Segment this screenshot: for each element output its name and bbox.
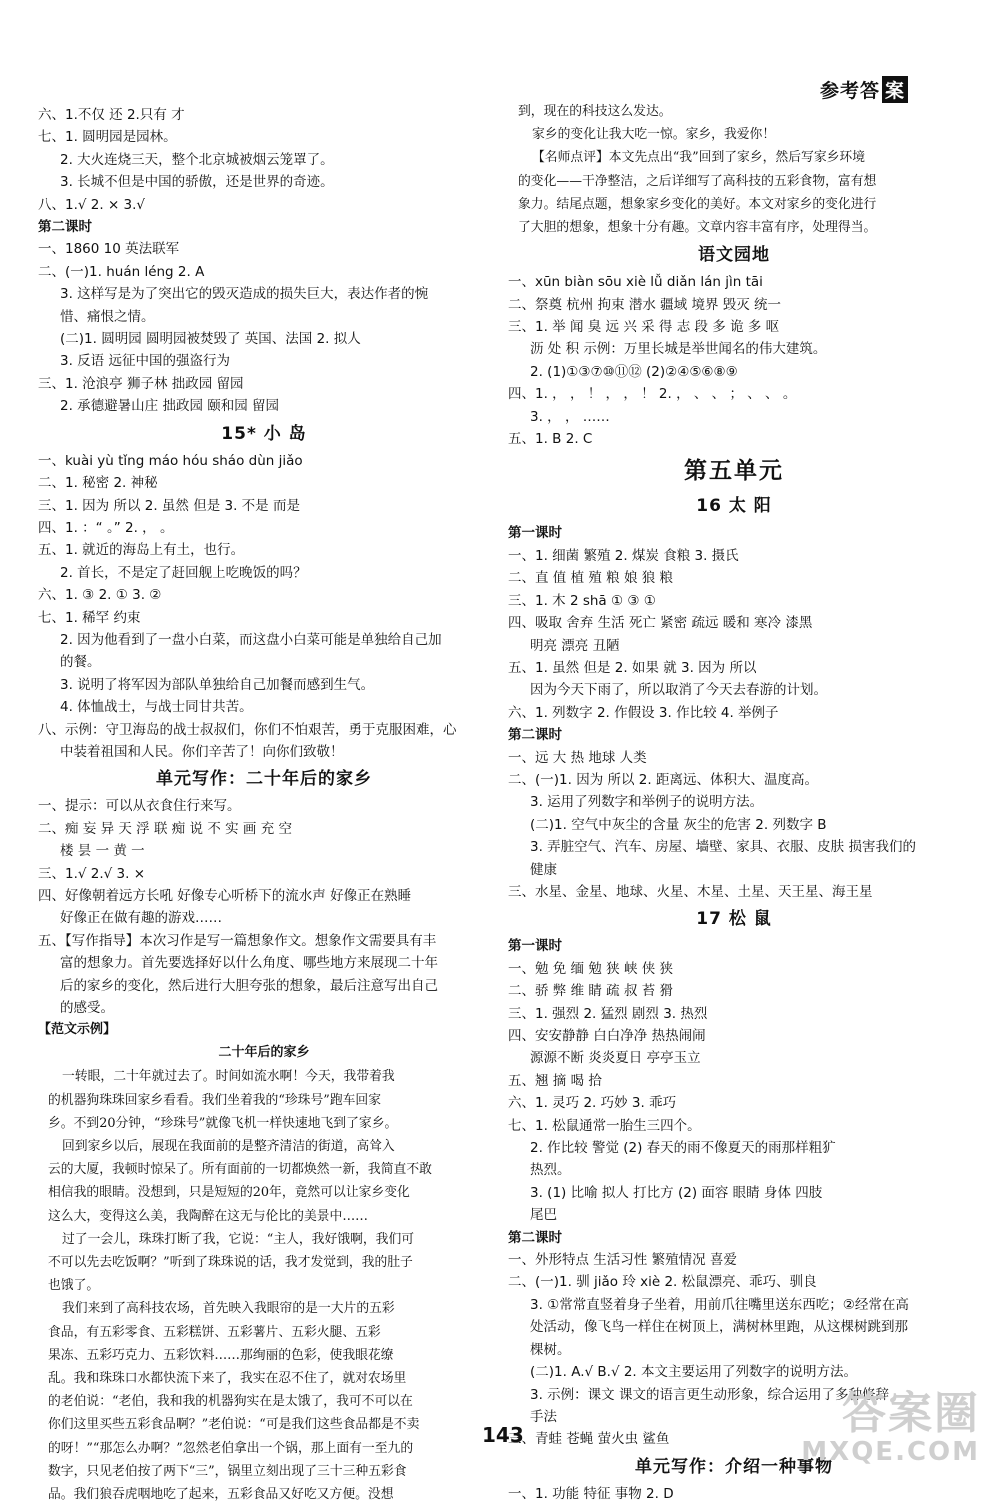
answer-line: 中装着祖国和人民。你们辛苦了！向你们致敬！ xyxy=(60,743,344,760)
essay-line: 了大胆的想象，想象十分有趣。文章内容丰富有序，处理得当。 xyxy=(518,220,877,236)
lesson-label: 第二课时 xyxy=(508,1229,562,1246)
answer-line: 六、1. ③ 2. ① 3. ② xyxy=(38,587,162,604)
essay-line: 也饿了。 xyxy=(48,1278,100,1294)
essay-title: 二十年后的家乡 xyxy=(218,1045,310,1061)
answer-line: 七、1. 松鼠通常一胎生三四个。 xyxy=(508,1117,701,1134)
answer-line: 二、痴 妄 异 天 浮 联 痴 说 不 实 画 充 空 xyxy=(38,820,292,837)
answer-line: 3. 长城不但是中国的骄傲，还是世界的奇迹。 xyxy=(60,174,334,191)
answer-line: 后的家乡的变化，然后进行大胆夸张的想象，最后注意写出自己 xyxy=(60,977,438,994)
answer-line: 一、提示：可以从衣食住行来写。 xyxy=(38,798,241,815)
answer-line: 六、1. 列数字 2. 作假设 3. 作比较 4. 举例子 xyxy=(508,704,779,721)
watermark-url: MXQE.COM xyxy=(801,1437,980,1467)
essay-line: 乡。不到20分钟，“珍珠号”就像飞机一样快速地飞到了家乡。 xyxy=(48,1115,398,1131)
answer-line: 2. 大火连烧三天，整个北京城被烟云笼罩了。 xyxy=(60,151,334,168)
answer-line: 的感受。 xyxy=(60,1000,114,1017)
answer-line: 2. 作比较 警觉 (2) 春天的雨不像夏天的雨那样粗犷 xyxy=(530,1140,836,1157)
section-heading: 语文园地 xyxy=(698,245,770,266)
answer-line: 五、【写作指导】本次习作是写一篇想象作文。想象作文需要具有丰 xyxy=(38,932,437,949)
section-heading: 15* 小 岛 xyxy=(221,423,307,444)
answer-line: 二、(一)1. 因为 所以 2. 距离远、体积大、温度高。 xyxy=(508,771,818,788)
answer-line: 一、勉 免 缅 勉 狭 峡 侠 狭 xyxy=(508,960,674,977)
answer-line: 二、祭奠 杭州 拘束 潜水 疆域 境界 毁灭 统一 xyxy=(508,296,782,313)
answer-line: 二、1. 秘密 2. 神秘 xyxy=(38,475,158,492)
answer-line: 二、骄 弊 维 睛 疏 叔 苔 猾 xyxy=(508,983,674,1000)
answer-line: 二、直 值 植 殖 粮 娘 狼 粮 xyxy=(508,570,674,587)
essay-line: 回到家乡以后，展现在我面前的是整齐清洁的街道，高耸入 xyxy=(62,1139,395,1155)
essay-line: 的呀！”“那怎么办啊？”忽然老伯拿出一个锅，那上面有一至九的 xyxy=(48,1440,414,1456)
answer-line: 三、1. 木 2 shā ① ③ ① xyxy=(508,592,656,609)
answer-line: 2. 首长，不是定了赶回舰上吃晚饭的吗？ xyxy=(60,564,307,581)
answer-line: 3. 反语 远征中国的强盗行为 xyxy=(60,353,230,370)
answer-line: 三、青蛙 苍蝇 萤火虫 鲨鱼 xyxy=(508,1431,670,1448)
essay-line: 这么大，变得这么美，我陶醉在这无与伦比的美景中…… xyxy=(48,1208,368,1224)
essay-line: 的老伯说：“老伯，我和我的机器狗实在是太饿了，我可不可以在 xyxy=(48,1394,413,1410)
header-title: 参考答 xyxy=(819,80,880,102)
answer-line: 源源不断 炎炎夏日 亭亭玉立 xyxy=(530,1050,701,1067)
answer-line: 一、kuài yù tǐng máo hóu sháo dùn jiǎo xyxy=(38,452,303,469)
answer-line: 四、1. ， ， ！ ， ， ！ 2. ， 、 、 ； 、 、 。 xyxy=(508,386,797,403)
answer-line: 五、1. B 2. C xyxy=(508,431,593,448)
left-column xyxy=(38,104,490,1506)
essay-line: 相信我的眼睛。没想到，只是短短的20年，竟然可以让家乡变化 xyxy=(48,1185,410,1201)
answer-line: 2. (1)①③⑦⑩⑪⑫ (2)②④⑤⑥⑧⑨ xyxy=(530,363,738,380)
unit-heading: 第五单元 xyxy=(684,458,784,485)
essay-line: 我们来到了高科技农场，首先映入我眼帘的是一大片的五彩 xyxy=(62,1301,395,1317)
watermark xyxy=(801,1390,980,1466)
answer-line: 七、1. 圆明园是园林。 xyxy=(38,129,177,146)
answer-line: 二、(一)1. 驯 jiǎo 玲 xiè 2. 松鼠漂亮、乖巧、驯良 xyxy=(508,1274,817,1291)
answer-line: 手法 xyxy=(530,1408,557,1425)
essay-line: 象力。结尾点题，想象家乡变化的美好。本文对家乡的变化进行 xyxy=(518,196,877,212)
answer-line: 3. 这样写是为了突出它的毁灭造成的损失巨大，表达作者的惋 xyxy=(60,286,429,303)
answer-line: 一、1860 10 英法联军 xyxy=(38,241,180,258)
answer-line: 一、1. 细菌 繁殖 2. 煤炭 食粮 3. 摄氏 xyxy=(508,547,739,564)
essay-line: 家乡的变化让我大吃一惊。家乡，我爱你！ xyxy=(532,127,776,143)
answer-line: 棵树。 xyxy=(530,1341,571,1358)
section-heading: 单元写作：介绍一种事物 xyxy=(635,1456,833,1477)
essay-line: 乱。我和珠珠口水都快流下来了，我实在忍不住了，就对农场里 xyxy=(48,1371,407,1387)
right-column xyxy=(508,100,960,1505)
answer-line: 二、(一)1. huán léng 2. A xyxy=(38,263,205,280)
answer-line: 三、1. 沧浪亭 狮子林 拙政园 留园 xyxy=(38,375,244,392)
answer-line: 三、1. 因为 所以 2. 虽然 但是 3. 不是 而是 xyxy=(38,497,300,514)
answer-line: 四、吸取 舍弃 生活 死亡 紧密 疏远 暖和 寒冷 漆黑 xyxy=(508,615,813,632)
answer-line: 3. ①常常直竖着身子坐着，用前爪往嘴里送东西吃；②经常在高 xyxy=(530,1296,909,1313)
answer-line: 五、1. 就近的海岛上有土，也行。 xyxy=(38,542,245,559)
answer-line: 富的想象力。首先要选择好以什么角度、哪些地方来展现二十年 xyxy=(60,955,438,972)
essay-line: 品。我们狼吞虎咽地吃了起来，五彩食品又好吃又方便。没想 xyxy=(48,1487,394,1503)
answer-line: 一、远 大 热 地球 人类 xyxy=(508,749,647,766)
lesson-label: 第二课时 xyxy=(508,727,562,744)
answer-line: 3. (1) 比喻 拟人 打比方 (2) 面容 眼睛 身体 四肢 xyxy=(530,1184,823,1201)
answer-line: 三、水星、金星、地球、火星、木星、土星、天王星、海王星 xyxy=(508,883,873,900)
answer-line: 一、1. 功能 特征 事物 2. D xyxy=(508,1485,674,1502)
essay-line: 果冻、五彩巧克力、五彩饮料……那绚丽的色彩，使我眼花缭 xyxy=(48,1347,394,1363)
answer-line: 的餐。 xyxy=(60,654,101,671)
answer-line: 3. 说明了将军因为部队单独给自己加餐而感到生气。 xyxy=(60,676,375,693)
essay-line: 【名师点评】本文先点出“我”回到了家乡，然后写家乡环境 xyxy=(532,150,866,166)
answer-line: 四、安安静静 白白净净 热热闹闹 xyxy=(508,1028,706,1044)
header-title-box: 案 xyxy=(882,76,908,103)
answer-line: 2. 承德避暑山庄 拙政园 颐和园 留园 xyxy=(60,398,280,415)
answer-line: 四、好像朝着远方长吼 好像专心听桥下的流水声 好像正在熟睡 xyxy=(38,888,412,904)
answer-line: 3. ， ， …… xyxy=(530,408,610,425)
watermark-logo: 答案圈 xyxy=(842,1388,980,1439)
answer-line: 4. 体恤战士，与战士同甘共苦。 xyxy=(60,699,253,716)
answer-line: 尾巴 xyxy=(530,1207,557,1224)
section-heading: 单元写作：二十年后的家乡 xyxy=(156,769,372,790)
answer-line: 2. 因为他看到了一盘小白菜，而这盘小白菜可能是单独给自己加 xyxy=(60,631,442,648)
lesson-label: 第一课时 xyxy=(508,938,562,955)
essay-line: 数字，只见老伯按了两下“三”，锅里立刻出现了三十三种五彩食 xyxy=(48,1463,407,1479)
essay-line: 的变化——干净整洁，之后详细写了高科技的五彩食物，富有想 xyxy=(518,173,877,189)
answer-line: 好像正在做有趣的游戏…… xyxy=(60,910,222,927)
answer-line: 3. 运用了列数字和举例子的说明方法。 xyxy=(530,794,764,811)
answer-line: 三、1. 强烈 2. 猛烈 剧烈 3. 热烈 xyxy=(508,1005,708,1022)
answer-line: (二)1. A.√ B.√ 2. 本文主要运用了列数字的说明方法。 xyxy=(530,1364,858,1381)
essay-tag: 【范文示例】 xyxy=(38,1022,117,1038)
answer-line: 六、1.不仅 还 2.只有 才 xyxy=(38,107,185,123)
answer-line: 3. 示例：课文 课文的语言更生动形象，综合运用了多种修辞 xyxy=(530,1386,889,1403)
answer-line: 处活动，像飞鸟一样住在树顶上，满树林里跑，从这棵树跳到那 xyxy=(530,1319,908,1336)
answer-line: 沥 处 积 示例：万里长城是举世闻名的伟大建筑。 xyxy=(530,341,827,358)
answer-line: 惜、痛恨之情。 xyxy=(60,308,155,325)
section-heading: 16 太 阳 xyxy=(696,496,772,517)
answer-line: 六、1. 灵巧 2. 巧妙 3. 乖巧 xyxy=(508,1095,677,1112)
answer-line: 热烈。 xyxy=(530,1162,571,1179)
answer-line: 三、1. 举 闻 臭 远 兴 采 得 志 段 多 诡 多 呕 xyxy=(508,319,780,336)
answer-line: 三、1.√ 2.√ 3. × xyxy=(38,865,146,882)
answer-line: 明亮 漂亮 丑陋 xyxy=(530,637,620,654)
answer-line: 一、外形特点 生活习性 繁殖情况 喜爱 xyxy=(508,1252,737,1269)
essay-line: 一转眼，二十年就过去了。时间如流水啊！今天，我带着我 xyxy=(62,1069,395,1085)
answer-line: 四、1. ：“ 。” 2. ， 。 xyxy=(38,519,174,536)
essay-line: 过了一会儿，珠珠打断了我，它说：“主人，我好饿啊，我们可 xyxy=(62,1231,415,1247)
answer-line: 3. 弄脏空气、汽车、房屋、墙壁、家具、衣服、皮肤 损害我们的 xyxy=(530,839,916,856)
answer-line: 八、1.√ 2. × 3.√ xyxy=(38,196,146,213)
essay-line: 不可以先去吃饭啊？”听到了珠珠说的话，我才发觉到，我的肚子 xyxy=(48,1255,413,1271)
answer-line: 一、xūn biàn sōu xiè lǚ diǎn lán jìn tāi xyxy=(508,274,763,291)
essay-line: 到，现在的科技这么发达。 xyxy=(518,104,672,119)
answer-line: 五、翘 摘 喝 拾 xyxy=(508,1072,602,1089)
answer-line: 七、1. 稀罕 约束 xyxy=(38,609,141,626)
answer-line: (二)1. 空气中灰尘的含量 灰尘的危害 2. 列数字 B xyxy=(530,816,827,833)
lesson-label: 第二课时 xyxy=(38,219,92,236)
page-header xyxy=(820,76,908,103)
answer-line: 楼 昙 一 黄 一 xyxy=(60,843,145,860)
answer-line: (二)1. 圆明园 圆明园被焚毁了 英国、法国 2. 拟人 xyxy=(60,331,361,348)
answer-line: 健康 xyxy=(530,861,557,878)
lesson-label: 第一课时 xyxy=(508,525,562,542)
essay-line: 的机器狗珠珠回家乡看看。我们坐着我的“珍珠号”跑车回家 xyxy=(48,1092,382,1108)
essay-line: 云的大厦，我顿时惊呆了。所有面前的一切都焕然一新，我简直不敢 xyxy=(48,1162,432,1178)
answer-line: 五、1. 虽然 但是 2. 如果 就 3. 因为 所以 xyxy=(508,659,757,676)
page-number: 143 xyxy=(482,1423,524,1447)
essay-line: 你们这里买些五彩食品啊？”老伯说：“可是我们这些食品都是不卖 xyxy=(48,1417,420,1433)
answer-line: 因为今天下雨了，所以取消了今天去春游的计划。 xyxy=(530,682,827,699)
section-heading: 17 松 鼠 xyxy=(696,909,772,930)
answer-line: 八、示例：守卫海岛的战士叔叔们，你们不怕艰苦，勇于克服困难，心 xyxy=(38,721,457,738)
essay-line: 食品，有五彩零食、五彩糕饼、五彩薯片、五彩火腿、五彩 xyxy=(48,1324,381,1340)
